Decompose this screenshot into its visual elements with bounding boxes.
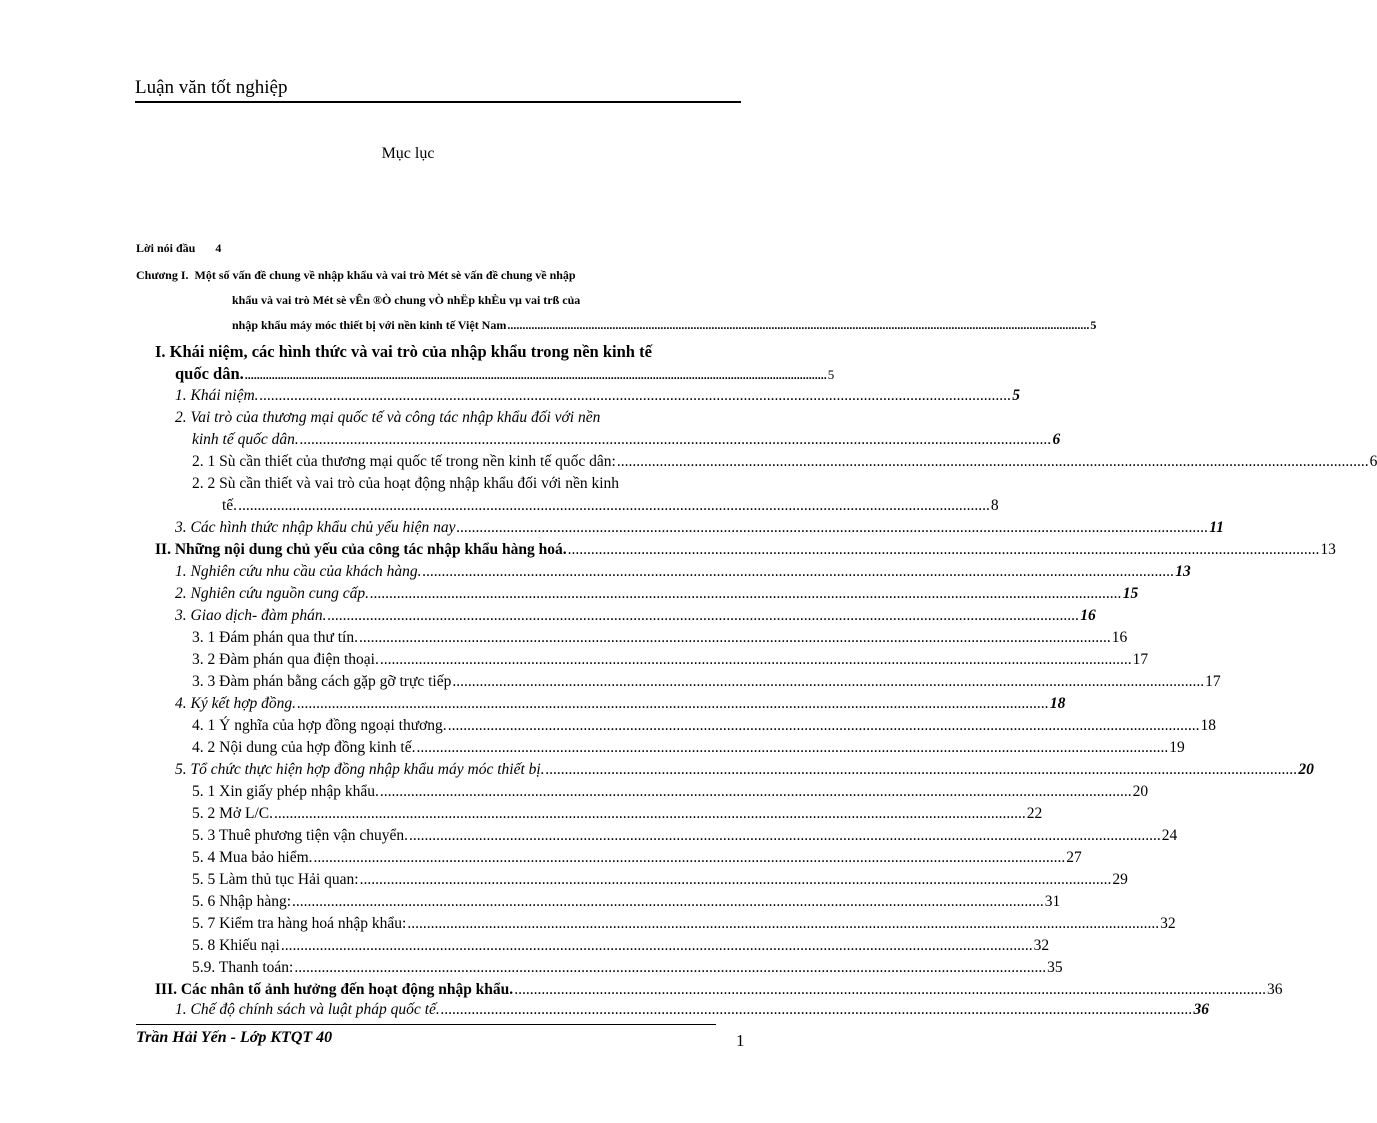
toc-dots: .................................................................................................................................................................................................. xyxy=(359,871,1112,888)
toc-entry-page: 24 xyxy=(1161,827,1178,844)
toc-dots: .................................................................................................................................................................................................. xyxy=(507,318,1090,332)
toc-entry-text: 2. 2 Sù cần thiết và vai trò của hoạt động nhập khẩu đối với nền kinh xyxy=(192,475,620,492)
toc-dots: .................................................................................................................................................................................................. xyxy=(327,607,1080,624)
header-title: Luận văn tốt nghiệp xyxy=(135,77,288,98)
toc-entry[interactable] xyxy=(155,540,1336,560)
toc-entry[interactable] xyxy=(192,738,1185,758)
toc-entry-page: 15 xyxy=(1122,585,1139,602)
toc-entry-text: 4. Ký kết hợp đồng. xyxy=(175,695,297,712)
toc-chapter1-label: Chương I. xyxy=(136,268,189,282)
toc-entry[interactable] xyxy=(175,606,1096,626)
toc-chapter1-page: 5 xyxy=(1090,318,1097,332)
toc-entry-page: 16 xyxy=(1080,607,1096,624)
toc-dots: .................................................................................................................................................................................................. xyxy=(379,651,1132,668)
header-divider xyxy=(135,101,741,103)
toc-entry-text: 5. 6 Nhập hàng: xyxy=(192,893,292,910)
toc-entry[interactable] xyxy=(175,562,1191,582)
toc-dots: .................................................................................................................................................................................................. xyxy=(358,629,1111,646)
toc-entry-page: 32 xyxy=(1160,915,1176,932)
toc-dots: .................................................................................................................................................................................................. xyxy=(456,519,1209,536)
toc-entry-text: 3. Giao dịch- đàm phán. xyxy=(175,607,327,624)
toc-entry-text: 3. 2 Đàm phán qua điện thoại. xyxy=(192,651,379,668)
toc-entry-page: 17 xyxy=(1132,651,1149,668)
toc-entry-page: 20 xyxy=(1132,783,1149,800)
toc-entry[interactable] xyxy=(192,848,1082,868)
toc-entry[interactable] xyxy=(155,342,739,362)
toc-entry[interactable] xyxy=(192,870,1128,890)
toc-entry-page: 36 xyxy=(1193,1001,1209,1018)
toc-dots: .................................................................................................................................................................................................. xyxy=(440,1001,1193,1018)
toc-entry-page: 16 xyxy=(1111,629,1128,646)
toc-entry-page: 27 xyxy=(1066,849,1082,866)
toc-dots: .................................................................................................................................................................................................. xyxy=(616,453,1369,470)
toc-entry-page: 5 xyxy=(1012,387,1021,404)
toc-entry[interactable] xyxy=(192,914,1176,934)
toc-entry-page: 29 xyxy=(1112,871,1128,888)
toc-entry-text: 5. 7 Kiểm tra hàng hoá nhập khẩu: xyxy=(192,915,407,932)
toc-intro[interactable] xyxy=(136,238,221,258)
toc-entry[interactable] xyxy=(192,936,1050,956)
toc-dots: .................................................................................................................................................................................................. xyxy=(280,937,1033,954)
toc-entry-page: 35 xyxy=(1047,959,1063,976)
toc-entry-text: 2. 1 Sù cần thiết của thương mại quốc tế trong nền kinh tế quốc dân: xyxy=(192,453,616,470)
toc-chapter1-line1[interactable] xyxy=(136,265,740,285)
toc-entry-text: tế. xyxy=(222,497,238,514)
toc-entry-text: quốc dân. xyxy=(175,364,244,383)
toc-dots: .................................................................................................................................................................................................. xyxy=(416,739,1169,756)
toc-entry[interactable] xyxy=(192,892,1061,912)
toc-intro-page: 4 xyxy=(215,241,222,255)
toc-entry[interactable] xyxy=(175,760,1314,780)
toc-chapter1-text2: khẩu và vai trò Mét sè vÊn ®Ò chung vÒ nhËp khÈu vµ vai trß của xyxy=(232,293,581,307)
toc-entry[interactable] xyxy=(175,1000,1209,1020)
toc-dots: .................................................................................................................................................................................................. xyxy=(422,563,1175,580)
toc-entry-page: 19 xyxy=(1169,739,1185,756)
toc-entry[interactable] xyxy=(192,826,1178,846)
toc-title: Mục lục xyxy=(381,145,435,162)
toc-entry[interactable] xyxy=(175,584,1139,604)
toc-dots: .................................................................................................................................................................................................. xyxy=(370,585,1122,602)
toc-chapter1-text3: nhập khẩu máy móc thiết bị với nền kinh tế Việt Nam xyxy=(232,318,507,332)
toc-intro-label: Lời nói đầu xyxy=(136,241,196,255)
toc-dots: .................................................................................................................................................................................................. xyxy=(379,783,1132,800)
toc-dots: .................................................................................................................................................................................................. xyxy=(567,541,1320,558)
toc-entry[interactable] xyxy=(175,364,835,385)
toc-entry-text: kinh tế quốc dân. xyxy=(192,431,299,448)
toc-entry-text: 5. 8 Khiếu nại xyxy=(192,937,280,954)
toc-entry-text: 2. Nghiên cứu nguồn cung cấp. xyxy=(175,585,369,602)
toc-entry-text: 3. 1 Đám phán qua thư tín. xyxy=(192,629,358,646)
toc-entry-text: 5. 3 Thuê phương tiện vận chuyển. xyxy=(192,827,409,844)
toc-entry-text: 5. 4 Mua bảo hiểm. xyxy=(192,849,313,866)
toc-entry[interactable] xyxy=(155,980,1283,1000)
toc-dots: .................................................................................................................................................................................................. xyxy=(447,717,1200,734)
toc-entry-text: 4. 2 Nội dung của hợp đồng kinh tế. xyxy=(192,739,416,756)
toc-entry-page: 18 xyxy=(1200,717,1216,734)
toc-dots: .................................................................................................................................................................................................. xyxy=(452,673,1205,690)
toc-dots: .................................................................................................................................................................................................. xyxy=(238,497,990,514)
toc-entry-page: 36 xyxy=(1266,981,1283,998)
toc-entry-text: III. Các nhân tố ảnh hưởng đến hoạt động nhập khẩu. xyxy=(155,981,514,998)
toc-dots: .................................................................................................................................................................................................. xyxy=(409,827,1161,844)
toc-entry[interactable] xyxy=(192,650,1149,670)
toc-entry-page: 6 xyxy=(1369,453,1377,470)
toc-entry-text: 3. 3 Đàm phán bằng cách gặp gỡ trực tiếp xyxy=(192,673,452,690)
toc-dots: .................................................................................................................................................................................................. xyxy=(259,387,1012,404)
toc-dots: .................................................................................................................................................................................................. xyxy=(407,915,1160,932)
toc-entry-text: 2. Vai trò của thương mại quốc tế và công tác nhập khẩu đối với nền xyxy=(175,409,601,426)
toc-entry[interactable] xyxy=(222,496,999,516)
toc-dots: .................................................................................................................................................................................................. xyxy=(299,431,1052,448)
page-number: 1 xyxy=(736,1031,745,1050)
toc-entry-text: 3. Các hình thức nhập khẩu chủ yếu hiện nay xyxy=(175,519,456,536)
toc-entry-page: 20 xyxy=(1298,761,1314,778)
toc-entry[interactable] xyxy=(192,672,1221,692)
toc-entry-page: 22 xyxy=(1026,805,1043,822)
toc-entry-page: 8 xyxy=(990,497,999,514)
toc-dots: .................................................................................................................................................................................................. xyxy=(297,695,1049,712)
toc-entry-page: 17 xyxy=(1205,673,1221,690)
toc-entry[interactable] xyxy=(192,452,1377,472)
toc-entry-text: 1. Khái niệm. xyxy=(175,387,259,404)
toc-entry[interactable] xyxy=(175,408,739,428)
toc-chapter1-text1: Một số vấn đề chung về nhập khẩu và vai trò Mét sè vấn đề chung về nhập xyxy=(194,268,576,282)
toc-entry[interactable] xyxy=(192,958,1063,978)
toc-dots: .................................................................................................................................................................................................. xyxy=(294,959,1047,976)
toc-entry[interactable] xyxy=(192,474,739,494)
toc-entry[interactable] xyxy=(192,804,1043,824)
toc-entry-text: 4. 1 Ý nghĩa của hợp đồng ngoại thương. xyxy=(192,717,447,734)
toc-entry[interactable] xyxy=(175,386,1021,406)
toc-entry-page: 31 xyxy=(1044,893,1061,910)
toc-entry-page: 6 xyxy=(1052,431,1061,448)
toc-entry[interactable] xyxy=(192,716,1216,736)
toc-entry[interactable] xyxy=(192,782,1149,802)
toc-dots: .................................................................................................................................................................................................. xyxy=(545,761,1298,778)
toc-entry-text: 1. Chế độ chính sách và luật pháp quốc tế. xyxy=(175,1001,440,1018)
toc-entry-page: 13 xyxy=(1175,563,1191,580)
toc-chapter1-line3[interactable] xyxy=(232,315,1097,335)
toc-entry-text: 5. 1 Xin giấy phép nhập khẩu. xyxy=(192,783,379,800)
toc-entry-text: 5.9. Thanh toán: xyxy=(192,959,294,976)
toc-entry-text: 1. Nghiên cứu nhu cầu của khách hàng. xyxy=(175,563,422,580)
toc-entry[interactable] xyxy=(192,628,1128,648)
toc-entry[interactable] xyxy=(175,518,1224,538)
footer-author: Trần Hải Yến - Lớp KTQT 40 xyxy=(136,1029,333,1046)
toc-entry-text: II. Những nội dung chủ yếu của công tác nhập khẩu hàng hoá. xyxy=(155,541,567,558)
toc-entry[interactable] xyxy=(192,430,1061,450)
toc-entry-page: 18 xyxy=(1049,695,1066,712)
toc-dots: .................................................................................................................................................................................................. xyxy=(244,368,827,382)
footer-divider xyxy=(136,1024,716,1025)
toc-dots: .................................................................................................................................................................................................. xyxy=(514,981,1266,998)
toc-dots: .................................................................................................................................................................................................. xyxy=(313,849,1066,866)
toc-entry-page: 11 xyxy=(1209,519,1224,536)
toc-entry-text: I. Khái niệm, các hình thức và vai trò của nhập khẩu trong nền kinh tế xyxy=(155,342,652,361)
toc-entry-page: 5 xyxy=(827,367,835,382)
toc-entry-text: 5. Tổ chức thực hiện hợp đồng nhập khẩu máy móc thiết bị. xyxy=(175,761,545,778)
toc-dots: .................................................................................................................................................................................................. xyxy=(292,893,1044,910)
toc-entry[interactable] xyxy=(175,694,1066,714)
toc-dots: .................................................................................................................................................................................................. xyxy=(273,805,1026,822)
toc-entry-text: 5. 5 Làm thủ tục Hải quan: xyxy=(192,871,359,888)
toc-chapter1-line2[interactable] xyxy=(232,290,740,310)
toc-entry-text: 5. 2 Mở L/C. xyxy=(192,805,273,822)
toc-entry-page: 13 xyxy=(1320,541,1336,558)
toc-entry-page: 32 xyxy=(1033,937,1050,954)
